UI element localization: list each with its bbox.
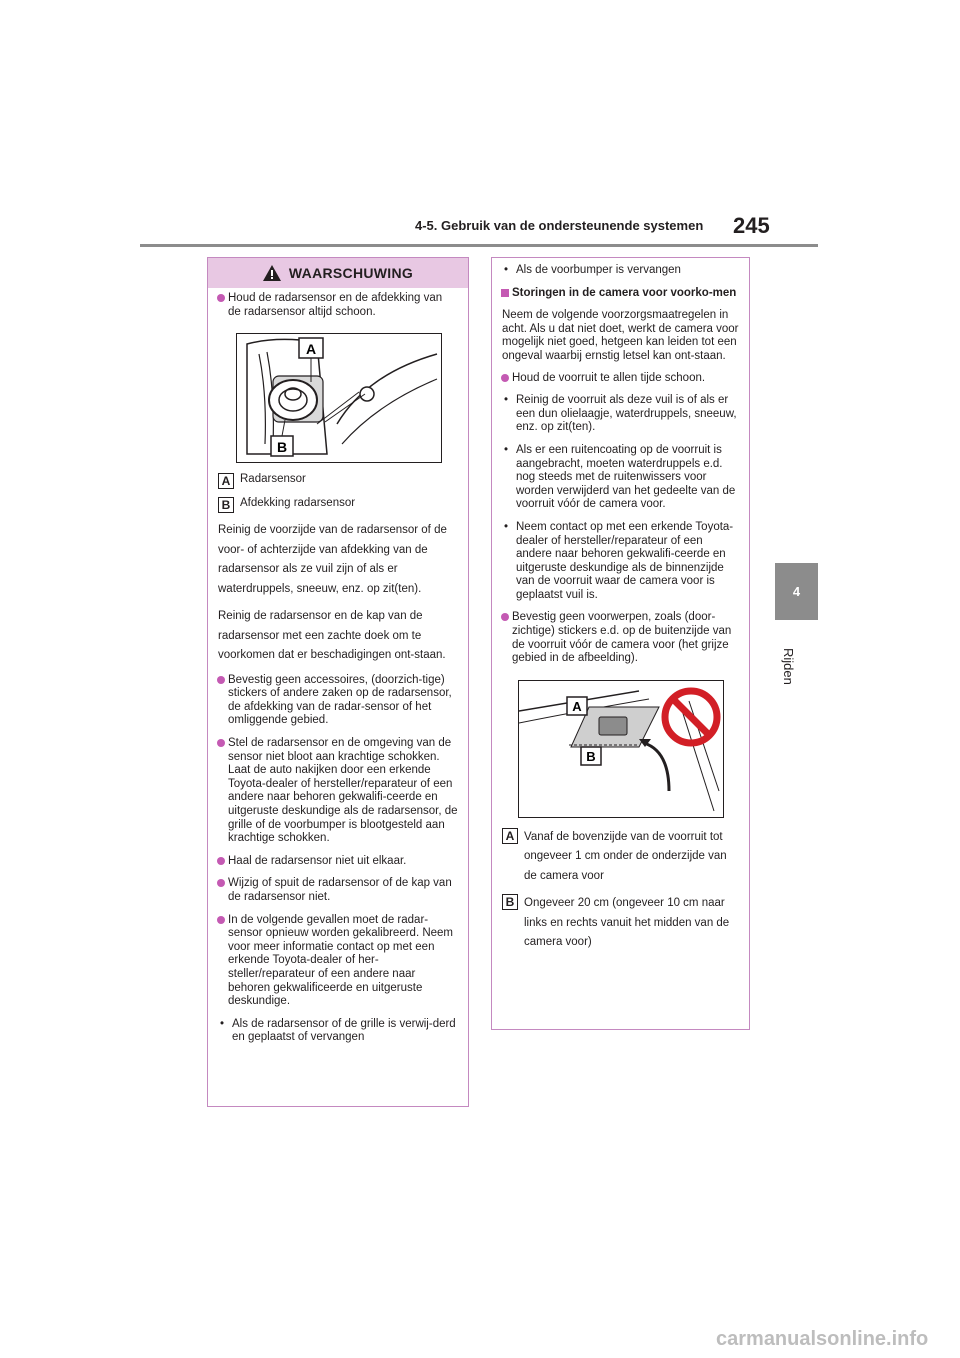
legend-key-a: A xyxy=(218,473,234,489)
right-subitem: • Als de voorbumper is vervangen xyxy=(504,264,681,276)
right-bullet: Houd de voorruit te allen tijde schoon. xyxy=(502,372,739,386)
warning-subitem: • Als de radarsensor of de grille is verwij-derd en geplaatst of vervangen xyxy=(220,1017,456,1044)
warning-bullet: Bevestig geen accessoires, (doorzich-tige) stickers of andere zaken op de radarsensor, de afdekking van de radar-sensor of het omliggende gebied. xyxy=(218,674,458,728)
legend-text-a: Radarsensor xyxy=(240,473,306,486)
svg-text:B: B xyxy=(586,748,596,764)
legend-b xyxy=(218,497,458,513)
warning-header xyxy=(208,258,468,288)
warning-continuation-box xyxy=(491,257,750,1030)
right-subitem: • Als er een ruitencoating op de voorruit is aangebracht, moeten waterdruppels e.d. nog steeds met de ruitenwissers voor worden verwijderd van het gedeelte van de voorruit vóór de camera voor. xyxy=(504,443,736,511)
right-bullet: Bevestig geen voorwerpen, zoals (door-zichtige) stickers e.d. op de buitenzijde van de voorruit vóór de camera voor (het grijze gebied in de afbeelding). xyxy=(502,611,739,665)
radar-sensor-figure xyxy=(236,333,442,463)
legend-a xyxy=(218,473,458,489)
right-heading: Storingen in de camera voor voorko-men xyxy=(502,287,739,301)
legend-key-b: B xyxy=(218,497,234,513)
radar-sensor-illustration xyxy=(237,334,440,461)
warning-paragraph: Reinig de radarsensor en de kap van de radarsensor met een zachte doek om te voorkomen dat er beschadigingen ont-staan. xyxy=(218,610,446,662)
watermark: carmanualsonline.info xyxy=(716,1328,929,1350)
legend-b xyxy=(502,894,739,953)
legend-a xyxy=(502,828,739,887)
right-subitem: • Reinig de voorruit als deze vuil is of als er een dun olielaagje, waterdruppels, sneeuw, enz. op zit(ten). xyxy=(504,394,737,434)
warning-paragraph: Reinig de voorzijde van de radarsensor of de voor- of achterzijde van afdekking van de radarsensor als ze vuil zijn of als er waterdruppels, sneeuw, enz. op zit(ten). xyxy=(218,524,447,595)
right-subitem: • Neem contact op met een erkende Toyota-dealer of hersteller/reparateur of een andere naar behoren gekwalifi-ceerde en uitgeruste deskundige als de binnenzijde van de voorruit waar de camera voor is geplaatst vuil is. xyxy=(504,520,734,601)
legend-key-a: A xyxy=(502,828,518,844)
warning-bullet: Haal de radarsensor niet uit elkaar. xyxy=(218,855,458,869)
warning-bullet: Stel de radarsensor en de omgeving van de sensor niet bloot aan krachtige schokken. Laat de auto nakijken door een erkende Toyota-dealer of hersteller/reparateur of een andere naar behoren gekwalifi-ceerde en uitgeruste deskundige als de radarsensor, de grille of de voorbumper is blootgesteld aan krachtige schokken. xyxy=(218,737,458,846)
legend-text-a: Vanaf de bovenzijde van de voorruit tot ongeveer 1 cm onder de onderzijde van de camera voor xyxy=(524,830,727,882)
warning-title: WAARSCHUWING xyxy=(288,265,414,281)
chapter-label: Rijden xyxy=(781,648,796,685)
warning-bullet: In de volgende gevallen moet de radar-sensor opnieuw worden gekalibreerd. Neem voor meer informatie contact op met een erkende Toyota-dealer of her-steller/reparateur of een andere naar behoren gekwalificeerde en uitgeruste deskundige. xyxy=(218,914,458,1009)
header-title: 4-5. Gebruik van de ondersteunende systemen xyxy=(415,218,704,233)
chapter-tab: 4 xyxy=(775,563,818,620)
right-paragraph: Neem de volgende voorzorgsmaatregelen in acht. Als u dat niet doet, werkt de camera voor mogelijk niet goed, hetgeen kan leiden tot een ongeval waarbij ernstig letsel kan ont-staan. xyxy=(502,309,739,362)
warning-bullet: Wijzig of spuit de radarsensor of de kap van de radarsensor niet. xyxy=(218,877,458,904)
svg-text:A: A xyxy=(305,341,317,358)
svg-text:A: A xyxy=(572,698,582,714)
legend-key-b: B xyxy=(502,894,518,910)
windshield-camera-figure xyxy=(518,680,724,818)
warning-bullet: Houd de radarsensor en de afdekking van de radarsensor altijd schoon. xyxy=(218,292,458,319)
warning-triangle-icon xyxy=(263,265,281,281)
warning-box xyxy=(207,257,469,1107)
header-rule xyxy=(140,244,818,247)
prohibited-icon xyxy=(661,687,721,747)
legend-text-b: Ongeveer 20 cm (ongeveer 10 cm naar links en rechts vanuit het midden van de camera voor) xyxy=(524,897,730,949)
page-number: 245 xyxy=(733,213,770,238)
legend-text-b: Afdekking radarsensor xyxy=(240,497,356,510)
svg-text:B: B xyxy=(276,439,288,456)
